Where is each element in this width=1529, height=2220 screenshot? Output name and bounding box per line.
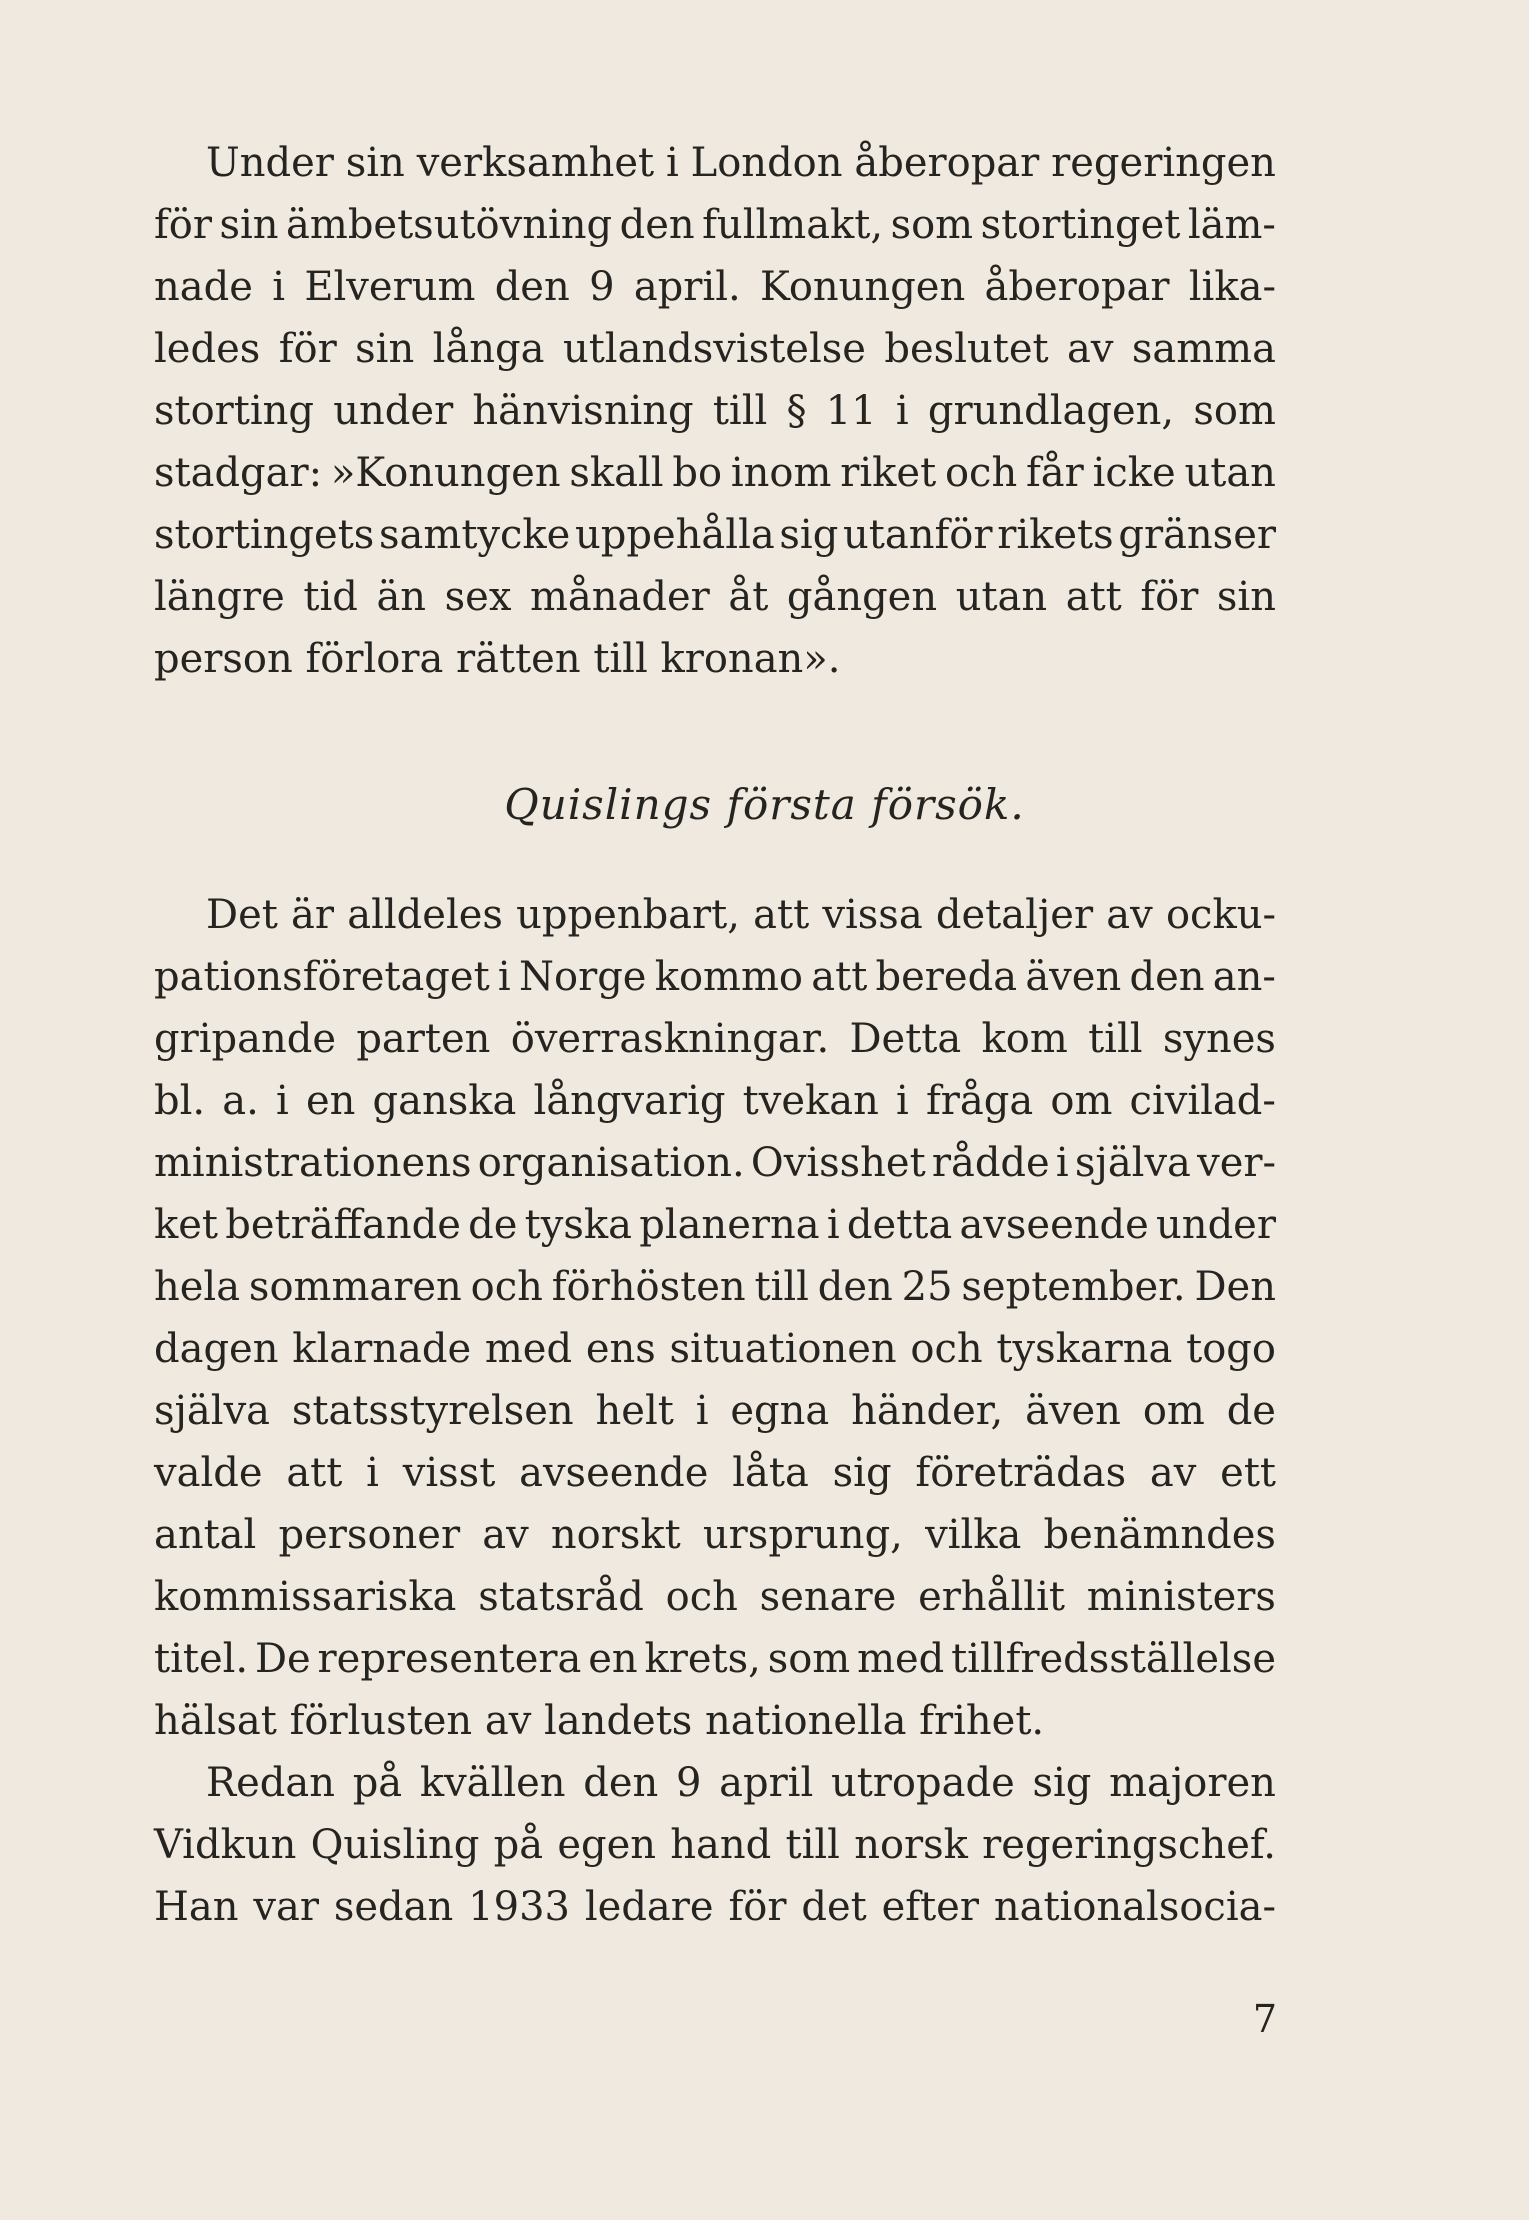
text-line: titel. De representera en krets, som med tillfredsställelse (154, 1636, 1276, 1682)
text-line: Under sin verksamhet i London åberopar regeringen (206, 140, 1276, 186)
text-line: gripande parten överraskningar. Detta kom till synes (154, 1016, 1276, 1062)
text-line: antal personer av norskt ursprung, vilka benämndes (154, 1512, 1276, 1558)
text-line: för sin ämbetsutövning den fullmakt, som stortinget läm- (154, 202, 1276, 248)
text-line: Vidkun Quisling på egen hand till norsk regeringschef. (154, 1822, 1276, 1868)
text-line: valde att i visst avseende låta sig företrädas av ett (154, 1450, 1276, 1496)
text-line: Han var sedan 1933 ledare för det efter nationalsocia- (154, 1884, 1276, 1930)
text-line: person förlora rätten till kronan». (154, 636, 841, 682)
paragraph-1 (154, 132, 1276, 690)
text-line: ledes för sin långa utlandsvistelse beslutet av samma (154, 326, 1276, 372)
text-line: kommissariska statsråd och senare erhållit ministers (154, 1574, 1276, 1620)
text-line: längre tid än sex månader åt gången utan att för sin (154, 574, 1276, 620)
page-number: 7 (1252, 1997, 1277, 2041)
text-line: Det är alldeles uppenbart, att vissa detaljer av ocku- (206, 892, 1276, 938)
text-line: dagen klarnade med ens situationen och tyskarna togo (154, 1326, 1276, 1372)
text-line: själva statsstyrelsen helt i egna händer, även om de (154, 1388, 1276, 1434)
text-line: hela sommaren och förhösten till den 25 september. Den (154, 1264, 1276, 1310)
text-line: stadgar: »Konungen skall bo inom riket och får icke utan (154, 450, 1276, 496)
text-line: pationsföretaget i Norge kommo att bereda även den an- (154, 954, 1276, 1000)
text-line: hälsat förlusten av landets nationella frihet. (154, 1698, 1045, 1744)
text-line: nade i Elverum den 9 april. Konungen åberopar lika- (154, 264, 1276, 310)
text-line: bl. a. i en ganska långvarig tvekan i fråga om civilad- (154, 1078, 1276, 1124)
text-line: storting under hänvisning till § 11 i grundlagen, som (154, 388, 1276, 434)
section-heading: Quislings första försök. (504, 780, 1025, 829)
text-line: Redan på kvällen den 9 april utropade sig majoren (206, 1760, 1276, 1806)
text-line: stortingets samtycke uppehålla sig utanför rikets gränser (154, 512, 1276, 558)
text-line: ministrationens organisation. Ovisshet rådde i själva ver- (154, 1140, 1276, 1186)
paragraph-2 (154, 884, 1276, 1938)
text-line: ket beträffande de tyska planerna i detta avseende under (154, 1202, 1276, 1248)
